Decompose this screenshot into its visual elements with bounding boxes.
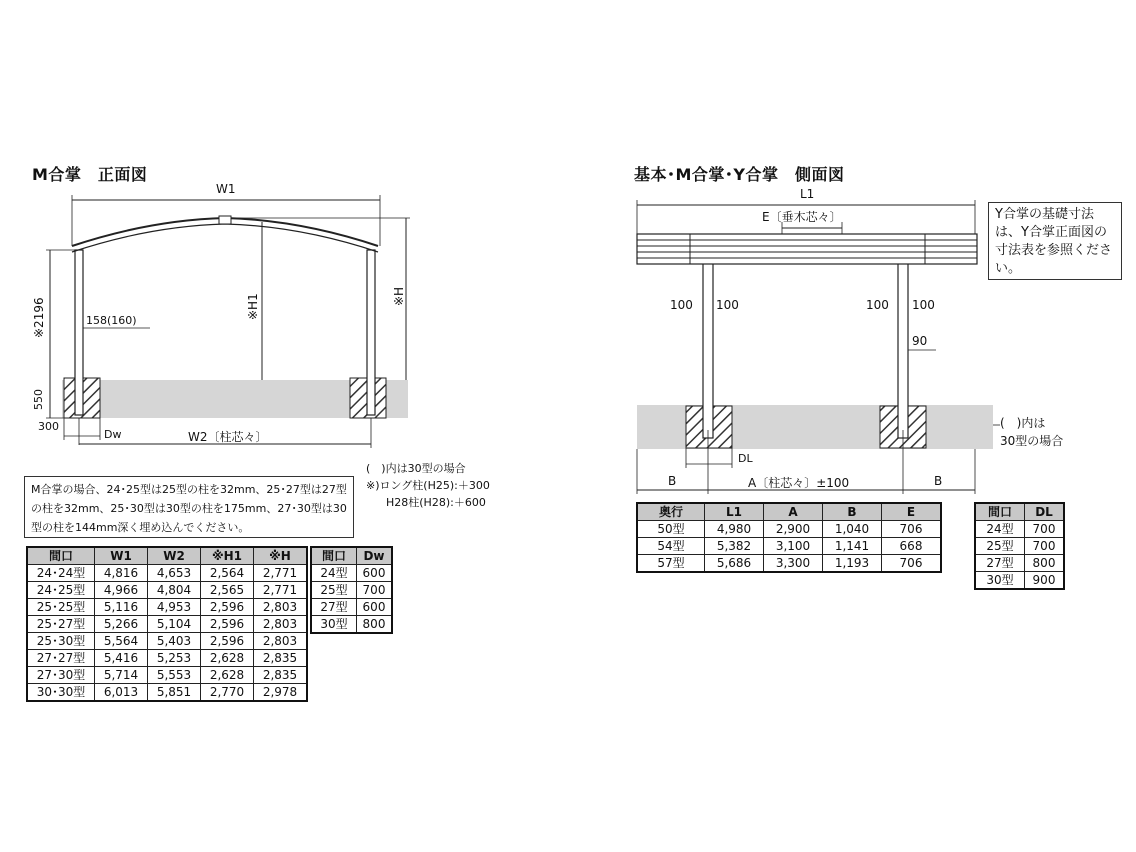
table-header: ※H	[254, 547, 308, 565]
table-cell: 2,835	[254, 650, 308, 667]
table-header-row	[975, 503, 1064, 521]
table-header: E	[882, 503, 942, 521]
dim-post-158: 158(160)	[86, 314, 137, 327]
table-header: A	[764, 503, 823, 521]
table-cell: 700	[1025, 538, 1065, 555]
dim-b-left: B	[668, 474, 677, 488]
dim-right-100-a: 100	[866, 298, 889, 312]
table-cell: 706	[882, 555, 942, 573]
side-dimension-table	[636, 502, 942, 573]
table-cell: 57型	[637, 555, 705, 573]
dim-dl: DL	[738, 452, 753, 465]
table-cell: 25型	[975, 538, 1025, 555]
table-row	[311, 582, 392, 599]
table-cell: 600	[357, 599, 393, 616]
table-cell: 6,013	[95, 684, 148, 702]
front-dimension-table	[26, 546, 308, 702]
dim-300: 300	[38, 420, 59, 433]
dim-dw: Dw	[104, 428, 122, 441]
table-row	[637, 555, 941, 573]
table-cell: 706	[882, 521, 942, 538]
table-cell: 600	[357, 565, 393, 582]
table-cell: 30型	[311, 616, 357, 634]
dim-90: 90	[912, 334, 928, 348]
table-cell: 5,553	[148, 667, 201, 684]
side-post-left	[703, 238, 713, 438]
table-row	[27, 650, 307, 667]
table-header: W2	[148, 547, 201, 565]
table-row	[27, 565, 307, 582]
table-cell: 25･30型	[27, 633, 95, 650]
table-header: ※H1	[201, 547, 254, 565]
table-cell: 27型	[311, 599, 357, 616]
table-cell: 24･25型	[27, 582, 95, 599]
table-row	[27, 582, 307, 599]
table-cell: 5,266	[95, 616, 148, 633]
front-post-left	[75, 250, 83, 415]
table-cell: 1,040	[823, 521, 882, 538]
table-cell: 54型	[637, 538, 705, 555]
table-header: DL	[1025, 503, 1065, 521]
front-view-title: M合掌 正面図	[32, 165, 148, 184]
side-view-drawing	[637, 200, 1000, 494]
table-cell: 4,816	[95, 565, 148, 582]
table-cell: 2,596	[201, 599, 254, 616]
table-row	[311, 599, 392, 616]
table-cell: 2,628	[201, 650, 254, 667]
table-cell: 2,596	[201, 616, 254, 633]
table-cell: 27･30型	[27, 667, 95, 684]
table-header: B	[823, 503, 882, 521]
table-cell: 3,100	[764, 538, 823, 555]
table-row	[975, 521, 1064, 538]
side-post-right	[898, 238, 908, 438]
table-row	[27, 599, 307, 616]
table-cell: 700	[357, 582, 393, 599]
table-cell: 2,900	[764, 521, 823, 538]
table-cell: 3,300	[764, 555, 823, 573]
table-cell: 900	[1025, 572, 1065, 590]
table-header-row	[27, 547, 307, 565]
table-cell: 700	[1025, 521, 1065, 538]
table-row	[637, 538, 941, 555]
table-cell: 1,193	[823, 555, 882, 573]
table-cell: 800	[1025, 555, 1065, 572]
table-cell: 2,803	[254, 633, 308, 650]
note-30-line-2: 30型の場合	[1000, 434, 1064, 448]
table-cell: 5,382	[705, 538, 764, 555]
table-header: 間口	[27, 547, 95, 565]
table-row	[637, 521, 941, 538]
table-cell: 2,803	[254, 616, 308, 633]
table-cell: 4,966	[95, 582, 148, 599]
table-row	[975, 538, 1064, 555]
table-cell: 24型	[975, 521, 1025, 538]
dim-h: ※H	[392, 286, 406, 306]
dim-h1: ※H1	[246, 293, 260, 320]
dim-w2: W2〔柱芯々〕	[188, 430, 268, 444]
table-cell: 25･27型	[27, 616, 95, 633]
table-cell: 50型	[637, 521, 705, 538]
dim-h2196: ※2196	[32, 297, 46, 338]
table-cell: 5,403	[148, 633, 201, 650]
legend-line-2: ※)ロング柱(H25):＋300	[366, 479, 490, 492]
legend-line-3: H28柱(H28):＋600	[386, 496, 486, 509]
side-dl-table	[974, 502, 1065, 590]
table-cell: 800	[357, 616, 393, 634]
note-30-line-1: ( )内は	[1000, 416, 1046, 430]
table-cell: 30･30型	[27, 684, 95, 702]
table-cell: 668	[882, 538, 942, 555]
table-row	[975, 555, 1064, 572]
table-cell: 27型	[975, 555, 1025, 572]
table-row	[27, 667, 307, 684]
dim-e: E〔垂木芯々〕	[762, 210, 842, 224]
table-cell: 5,116	[95, 599, 148, 616]
table-cell: 2,771	[254, 565, 308, 582]
table-row	[975, 572, 1064, 590]
table-cell: 4,653	[148, 565, 201, 582]
dim-right-100-b: 100	[912, 298, 935, 312]
side-view-title: 基本･M合掌･Y合掌 側面図	[634, 165, 845, 184]
table-cell: 2,978	[254, 684, 308, 702]
dim-w1: W1	[216, 182, 236, 196]
table-cell: 1,141	[823, 538, 882, 555]
table-cell: 27･27型	[27, 650, 95, 667]
table-cell: 2,771	[254, 582, 308, 599]
table-cell: 4,980	[705, 521, 764, 538]
dim-l1: L1	[800, 187, 815, 201]
table-cell: 24･24型	[27, 565, 95, 582]
table-cell: 2,803	[254, 599, 308, 616]
table-header: 奥行	[637, 503, 705, 521]
table-header: L1	[705, 503, 764, 521]
table-cell: 2,596	[201, 633, 254, 650]
table-header-row	[637, 503, 941, 521]
table-cell: 25･25型	[27, 599, 95, 616]
table-row	[27, 633, 307, 650]
table-cell: 2,564	[201, 565, 254, 582]
table-cell: 4,953	[148, 599, 201, 616]
table-cell: 24型	[311, 565, 357, 582]
table-header-row	[311, 547, 392, 565]
table-cell: 30型	[975, 572, 1025, 590]
front-embed-note: M合掌の場合、24･25型は25型の柱を32mm、25･27型は27型の柱を32mm、25･30型は30型の柱を175mm、27･30型は30型の柱を144mm深く埋め込んでください。	[24, 476, 354, 538]
table-row	[311, 565, 392, 582]
legend-line-1: ( )内は30型の場合	[366, 462, 466, 475]
table-cell: 5,851	[148, 684, 201, 702]
table-cell: 5,564	[95, 633, 148, 650]
table-header: W1	[95, 547, 148, 565]
table-cell: 5,416	[95, 650, 148, 667]
table-row	[27, 616, 307, 633]
table-header: 間口	[975, 503, 1025, 521]
table-cell: 5,686	[705, 555, 764, 573]
table-cell: 5,714	[95, 667, 148, 684]
dim-b-right: B	[934, 474, 943, 488]
dim-left-100-b: 100	[716, 298, 739, 312]
table-cell: 4,804	[148, 582, 201, 599]
dim-a: A〔柱芯々〕±100	[748, 476, 850, 490]
table-header: 間口	[311, 547, 357, 565]
table-row	[311, 616, 392, 634]
y-gassho-note: Y合掌の基礎寸法は、Y合掌正面図の寸法表を参照ください。	[988, 202, 1122, 280]
table-row	[27, 684, 307, 702]
side-roof	[637, 234, 977, 264]
front-dw-table	[310, 546, 393, 634]
table-cell: 2,835	[254, 667, 308, 684]
table-cell: 2,770	[201, 684, 254, 702]
table-cell: 2,628	[201, 667, 254, 684]
dim-550: 550	[32, 389, 45, 410]
dim-left-100-a: 100	[670, 298, 693, 312]
table-cell: 5,104	[148, 616, 201, 633]
table-cell: 2,565	[201, 582, 254, 599]
table-cell: 5,253	[148, 650, 201, 667]
table-header: Dw	[357, 547, 393, 565]
table-cell: 25型	[311, 582, 357, 599]
front-post-right	[367, 250, 375, 415]
